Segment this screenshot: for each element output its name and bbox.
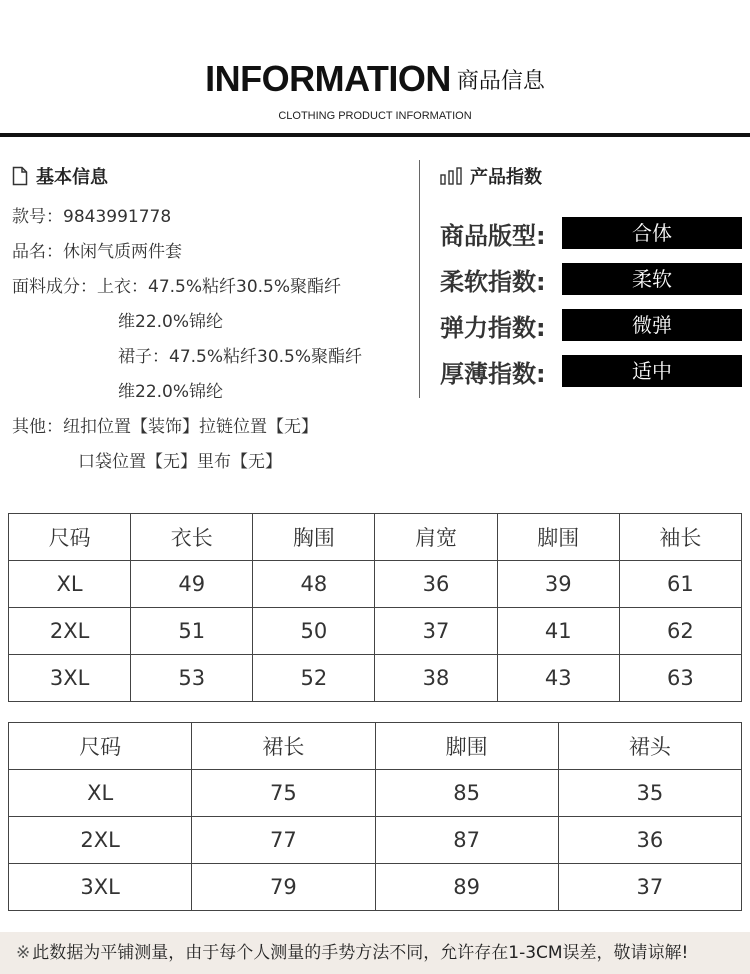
table-cell: 38: [375, 655, 497, 702]
table-cell: 39: [497, 561, 619, 608]
product-name-label: 品名：: [12, 242, 63, 262]
table-row: [9, 864, 742, 911]
table-cell: 37: [558, 864, 741, 911]
table-cell: 53: [131, 655, 253, 702]
table-cell: 43: [497, 655, 619, 702]
index-label: 柔软指数:: [440, 267, 546, 296]
table-cell: 48: [253, 561, 375, 608]
table-cell: XL: [9, 561, 131, 608]
index-row-softness: [440, 256, 745, 302]
fabric-skirt-cont: 维22.0%锦纶: [118, 382, 224, 402]
table-header-cell: 肩宽: [375, 514, 497, 561]
fabric-skirt: 裙子：47.5%粘纤30.5%聚酯纤: [118, 347, 363, 367]
basic-info-heading: [12, 160, 412, 192]
other-label: 其他：: [12, 417, 63, 437]
table-cell: 77: [192, 817, 375, 864]
table-header-cell: 衣长: [131, 514, 253, 561]
table-cell: 79: [192, 864, 375, 911]
sku-line: [12, 200, 412, 235]
table-cell: 63: [619, 655, 741, 702]
table-cell: 61: [619, 561, 741, 608]
document-icon: [12, 166, 28, 186]
index-row-fit: [440, 210, 745, 256]
table-cell: 75: [192, 770, 375, 817]
table-cell: 50: [253, 608, 375, 655]
bar-chart-icon: [440, 167, 462, 185]
page-subtitle: CLOTHING PRODUCT INFORMATION: [278, 110, 472, 122]
other-value: 纽扣位置【装饰】拉链位置【无】: [63, 417, 318, 437]
table-cell: 36: [375, 561, 497, 608]
table-cell: 3XL: [9, 864, 192, 911]
table-header-cell: 胸围: [253, 514, 375, 561]
table-cell: 2XL: [9, 608, 131, 655]
table-header-row: [9, 514, 742, 561]
table-cell: 37: [375, 608, 497, 655]
index-row-thickness: [440, 348, 745, 394]
table-header-cell: 脚围: [375, 723, 558, 770]
table-cell: 89: [375, 864, 558, 911]
table-row: [9, 817, 742, 864]
index-label: 厚薄指数:: [440, 359, 546, 388]
skirt-size-table: [8, 722, 742, 911]
product-index-title: 产品指数: [470, 167, 542, 188]
title-english: INFORMATION: [205, 58, 451, 99]
table-header-cell: 尺码: [9, 723, 192, 770]
fabric-top-cont: 维22.0%锦纶: [118, 312, 224, 332]
table-cell: 87: [375, 817, 558, 864]
fabric-top: 上衣：47.5%粘纤30.5%聚酯纤: [97, 277, 342, 297]
table-header-cell: 尺码: [9, 514, 131, 561]
table-row: [9, 608, 742, 655]
page-title: [0, 58, 750, 100]
product-index-heading: [440, 160, 745, 192]
fabric-line: [12, 270, 412, 305]
table-cell: 49: [131, 561, 253, 608]
top-size-table: [8, 513, 742, 702]
other-line: [12, 410, 412, 445]
table-header-row: [9, 723, 742, 770]
table-cell: 35: [558, 770, 741, 817]
table-row: [9, 655, 742, 702]
table-row: [9, 561, 742, 608]
index-label: 弹力指数:: [440, 313, 546, 342]
title-chinese: 商品信息: [456, 68, 545, 94]
table-header-cell: 脚围: [497, 514, 619, 561]
basic-info-section: [12, 160, 412, 480]
index-value-badge: 适中: [562, 355, 742, 387]
table-row: [9, 770, 742, 817]
table-cell: 85: [375, 770, 558, 817]
index-value-badge: 合体: [562, 217, 742, 249]
other-line-cont: 口袋位置【无】里布【无】: [78, 452, 282, 472]
index-value-badge: 柔软: [562, 263, 742, 295]
index-row-elasticity: [440, 302, 745, 348]
reference-mark-icon: ※: [16, 943, 31, 963]
measurement-note: [0, 932, 750, 974]
sku-label: 款号：: [12, 207, 63, 227]
header-divider: [0, 133, 750, 137]
table-cell: 3XL: [9, 655, 131, 702]
table-header-cell: 裙头: [558, 723, 741, 770]
sku-value: 9843991778: [63, 207, 172, 227]
table-cell: 52: [253, 655, 375, 702]
product-name-value: 休闲气质两件套: [63, 242, 182, 262]
index-value-badge: 微弹: [562, 309, 742, 341]
table-cell: 62: [619, 608, 741, 655]
index-label: 商品版型:: [440, 221, 546, 250]
page-header: [0, 0, 750, 138]
measurement-note-text: 此数据为平铺测量，由于每个人测量的手势方法不同，允许存在1-3CM误差，敬请谅解!: [32, 943, 689, 963]
table-cell: XL: [9, 770, 192, 817]
table-cell: 36: [558, 817, 741, 864]
table-cell: 2XL: [9, 817, 192, 864]
table-header-cell: 袖长: [619, 514, 741, 561]
product-index-section: [440, 160, 745, 394]
table-header-cell: 裙长: [192, 723, 375, 770]
table-cell: 51: [131, 608, 253, 655]
product-name-line: [12, 235, 412, 270]
section-divider: [419, 160, 420, 398]
fabric-label: 面料成分：: [12, 277, 97, 297]
table-cell: 41: [497, 608, 619, 655]
basic-info-title: 基本信息: [36, 167, 108, 188]
